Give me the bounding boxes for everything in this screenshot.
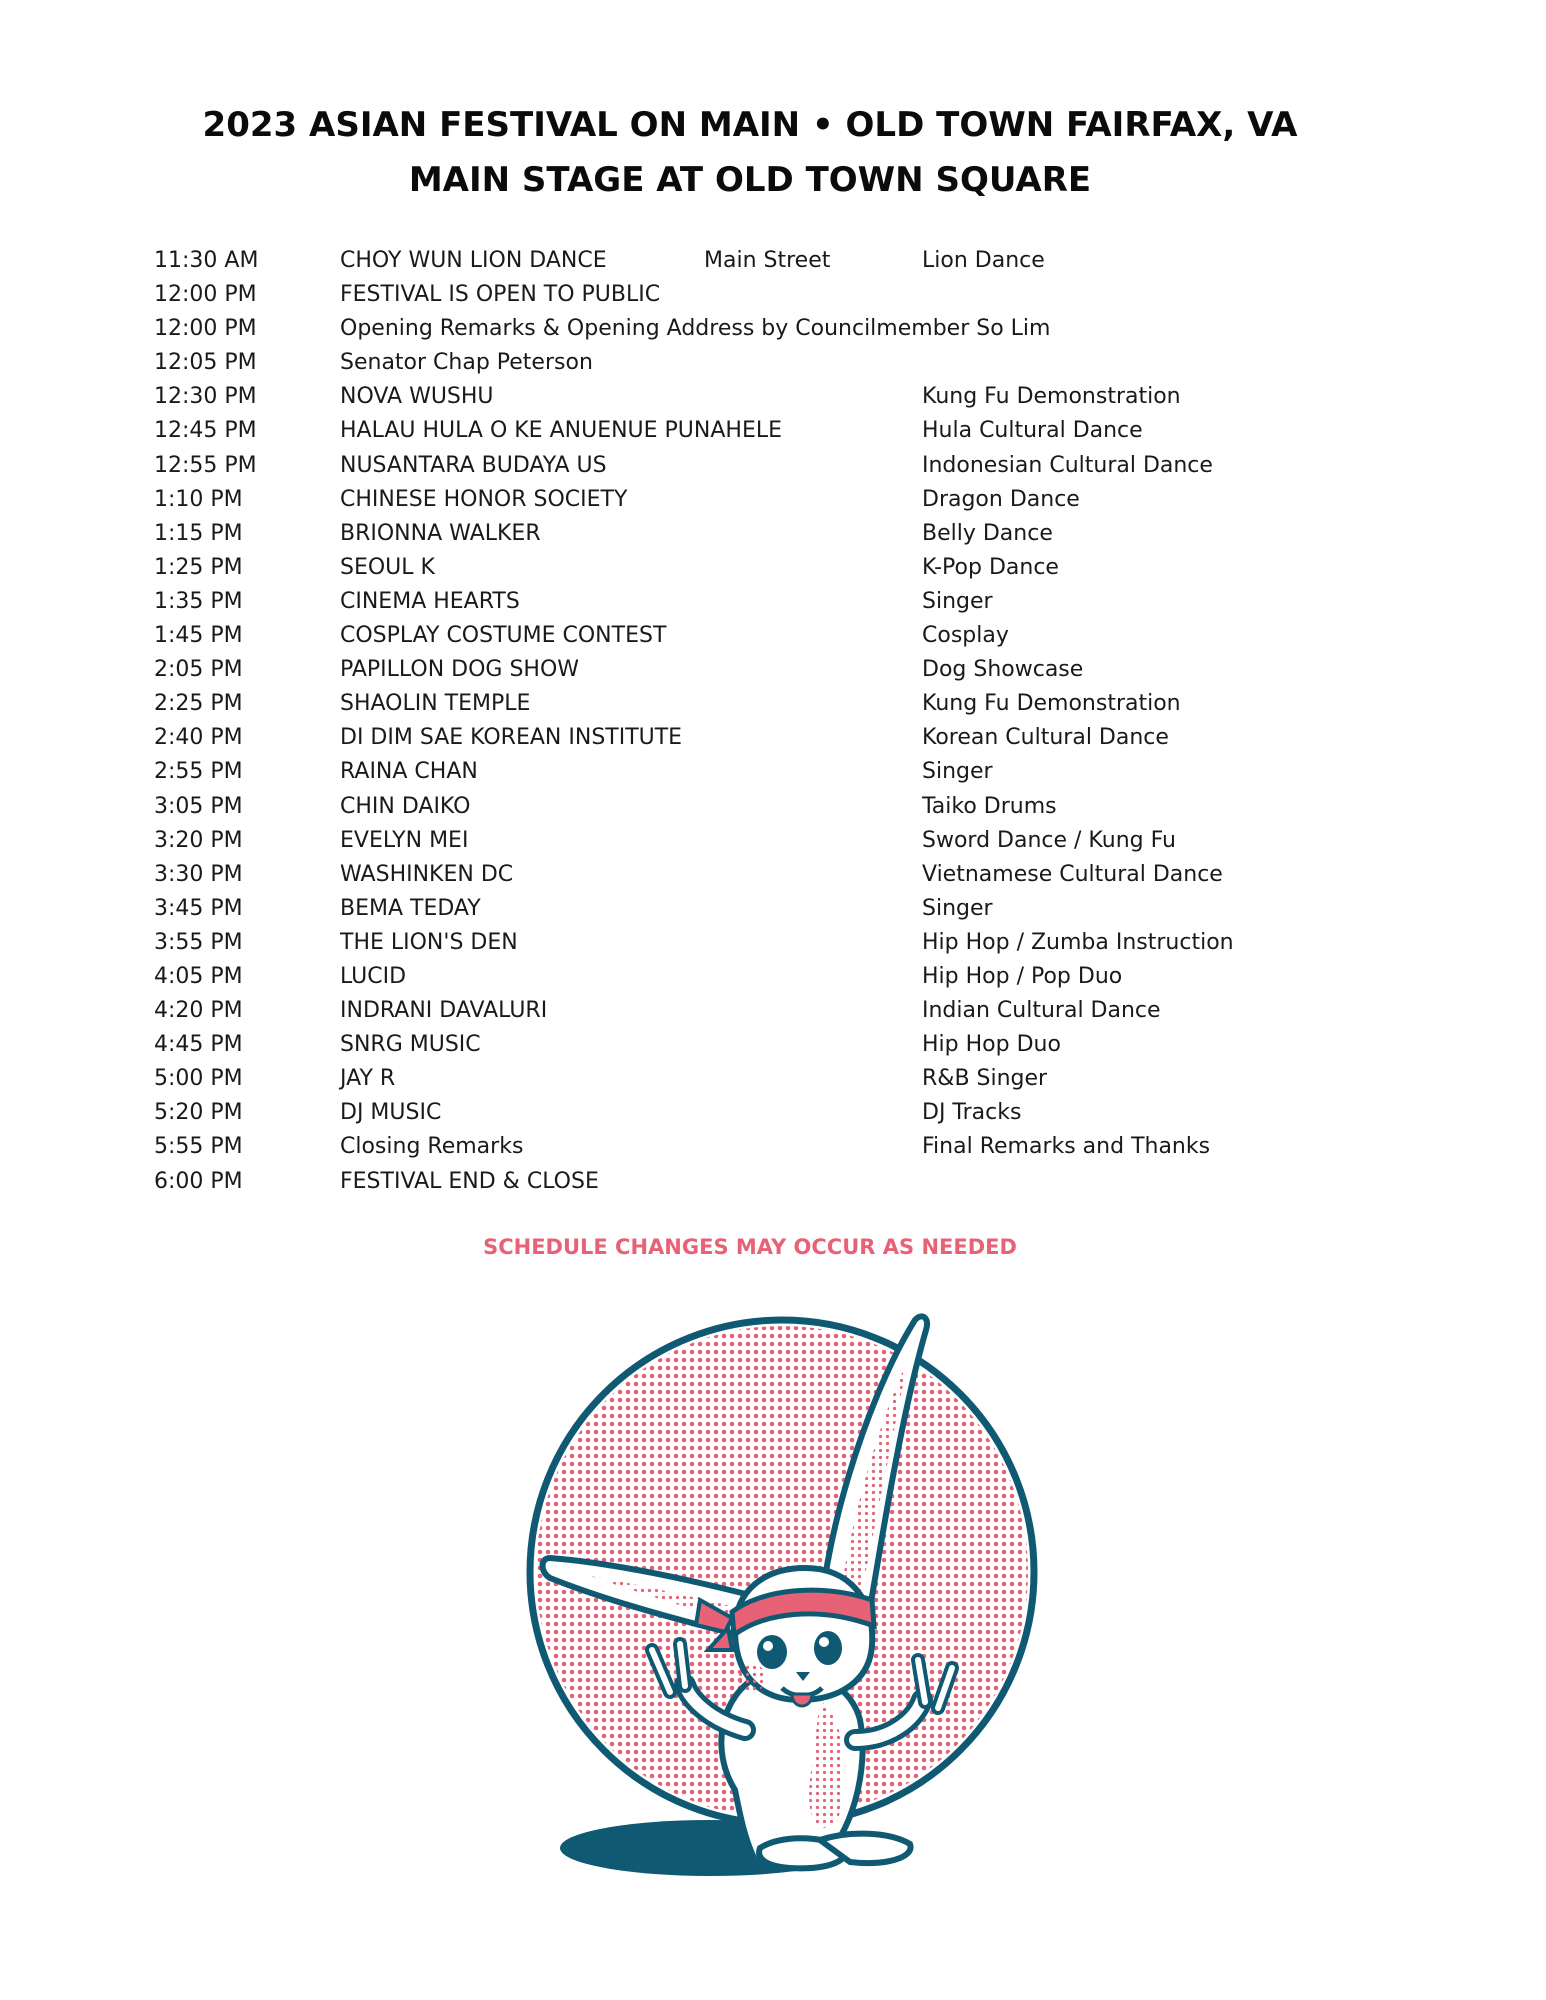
schedule-type: Hula Cultural Dance	[922, 418, 1143, 444]
schedule-time: 5:00 PM	[154, 1066, 243, 1092]
schedule-notice: SCHEDULE CHANGES MAY OCCUR AS NEEDED	[483, 1235, 1017, 1259]
schedule-row	[0, 1098, 1546, 1132]
schedule-row	[0, 246, 1546, 280]
schedule-row	[0, 1167, 1546, 1201]
schedule-row	[0, 792, 1546, 826]
schedule-type: Singer	[922, 588, 993, 614]
schedule-act: THE LION'S DEN	[340, 929, 518, 955]
schedule-row	[0, 894, 1546, 928]
schedule-type: Dog Showcase	[922, 657, 1084, 683]
schedule-row	[0, 348, 1546, 382]
schedule-act: SNRG MUSIC	[340, 1032, 481, 1058]
schedule-type: R&B Singer	[922, 1066, 1048, 1092]
schedule-row	[0, 655, 1546, 689]
schedule-row	[0, 1030, 1546, 1064]
schedule-time: 1:10 PM	[154, 486, 243, 512]
schedule-act: SEOUL K	[340, 554, 435, 580]
page-subtitle: MAIN STAGE AT OLD TOWN SQUARE	[408, 160, 1092, 200]
schedule-row	[0, 621, 1546, 655]
schedule-act: DJ MUSIC	[340, 1100, 442, 1126]
schedule-type: Kung Fu Demonstration	[922, 691, 1181, 717]
schedule-type: Korean Cultural Dance	[922, 725, 1169, 751]
schedule-act: RAINA CHAN	[340, 759, 478, 785]
schedule-act: Closing Remarks	[340, 1134, 524, 1160]
schedule-act: CHIN DAIKO	[340, 793, 471, 819]
schedule-row	[0, 996, 1546, 1030]
schedule-type: Hip Hop Duo	[922, 1032, 1061, 1058]
schedule-act: BEMA TEDAY	[340, 895, 481, 921]
schedule-act: PAPILLON DOG SHOW	[340, 657, 580, 683]
schedule-type: Sword Dance / Kung Fu	[922, 827, 1176, 853]
schedule-row	[0, 553, 1546, 587]
schedule-act: NUSANTARA BUDAYA US	[340, 452, 607, 478]
schedule-act: EVELYN MEI	[340, 827, 469, 853]
schedule-row	[0, 587, 1546, 621]
schedule-time: 2:40 PM	[154, 725, 243, 751]
schedule-row	[0, 860, 1546, 894]
schedule-time: 6:00 PM	[154, 1168, 243, 1194]
schedule-type: Hip Hop / Pop Duo	[922, 963, 1123, 989]
schedule-location: Main Street	[704, 248, 831, 273]
schedule-time: 4:45 PM	[154, 1032, 243, 1058]
schedule-act: Opening Remarks & Opening Address by Councilmember So Lim	[340, 316, 1051, 342]
schedule-act: LUCID	[340, 963, 407, 989]
schedule-time: 1:25 PM	[154, 554, 243, 580]
schedule-act: CHOY WUN LION DANCE	[340, 248, 607, 273]
schedule-type: Taiko Drums	[922, 793, 1057, 819]
schedule-row	[0, 962, 1546, 996]
schedule-row	[0, 451, 1546, 485]
schedule-time: 3:45 PM	[154, 895, 243, 921]
schedule-time: 12:30 PM	[154, 384, 257, 410]
schedule-act: BRIONNA WALKER	[340, 520, 541, 546]
schedule-time: 4:05 PM	[154, 963, 243, 989]
schedule-row	[0, 382, 1546, 416]
schedule-type: Cosplay	[922, 623, 1009, 649]
schedule-row	[0, 485, 1546, 519]
schedule-table	[0, 246, 1546, 1201]
schedule-time: 2:05 PM	[154, 657, 243, 683]
schedule-type: Final Remarks and Thanks	[922, 1134, 1211, 1160]
schedule-time: 1:15 PM	[154, 520, 243, 546]
schedule-row	[0, 928, 1546, 962]
schedule-act: SHAOLIN TEMPLE	[340, 691, 531, 717]
schedule-row	[0, 1064, 1546, 1098]
rabbit-peace-sign-icon	[520, 1300, 1080, 1900]
schedule-type: Indian Cultural Dance	[922, 998, 1161, 1024]
schedule-type: Singer	[922, 759, 993, 785]
schedule-act: INDRANI DAVALURI	[340, 998, 548, 1024]
schedule-act: DI DIM SAE KOREAN INSTITUTE	[340, 725, 683, 751]
schedule-act: NOVA WUSHU	[340, 384, 494, 410]
schedule-type: Singer	[922, 895, 993, 921]
schedule-row	[0, 416, 1546, 450]
schedule-row	[0, 519, 1546, 553]
schedule-time: 1:35 PM	[154, 588, 243, 614]
schedule-time: 12:45 PM	[154, 418, 257, 444]
schedule-row	[0, 314, 1546, 348]
schedule-act: JAY R	[340, 1066, 396, 1092]
schedule-time: 2:25 PM	[154, 691, 243, 717]
schedule-act: FESTIVAL END & CLOSE	[340, 1168, 599, 1194]
schedule-type: Hip Hop / Zumba Instruction	[922, 929, 1234, 955]
schedule-type: Kung Fu Demonstration	[922, 384, 1181, 410]
schedule-time: 3:05 PM	[154, 793, 243, 819]
schedule-type: Dragon Dance	[922, 486, 1080, 512]
schedule-time: 11:30 AM	[154, 248, 259, 273]
schedule-time: 4:20 PM	[154, 998, 243, 1024]
schedule-time: 5:20 PM	[154, 1100, 243, 1126]
schedule-time: 3:30 PM	[154, 861, 243, 887]
schedule-type: DJ Tracks	[922, 1100, 1022, 1126]
schedule-time: 3:55 PM	[154, 929, 243, 955]
schedule-time: 3:20 PM	[154, 827, 243, 853]
schedule-act: HALAU HULA O KE ANUENUE PUNAHELE	[340, 418, 783, 444]
schedule-time: 5:55 PM	[154, 1134, 243, 1160]
schedule-row	[0, 723, 1546, 757]
schedule-act: Senator Chap Peterson	[340, 350, 593, 376]
schedule-time: 12:05 PM	[154, 350, 257, 376]
schedule-time: 12:55 PM	[154, 452, 257, 478]
schedule-act: FESTIVAL IS OPEN TO PUBLIC	[340, 282, 661, 308]
schedule-row	[0, 1132, 1546, 1166]
schedule-row	[0, 826, 1546, 860]
schedule-type: Belly Dance	[922, 520, 1053, 546]
schedule-type: Vietnamese Cultural Dance	[922, 861, 1223, 887]
schedule-time: 12:00 PM	[154, 316, 257, 342]
schedule-act: COSPLAY COSTUME CONTEST	[340, 623, 667, 649]
schedule-type: Lion Dance	[922, 248, 1045, 273]
schedule-type: K-Pop Dance	[922, 554, 1059, 580]
schedule-time: 2:55 PM	[154, 759, 243, 785]
schedule-type: Indonesian Cultural Dance	[922, 452, 1213, 478]
page-title: 2023 ASIAN FESTIVAL ON MAIN • OLD TOWN FAIRFAX, VA	[202, 105, 1298, 145]
schedule-row	[0, 757, 1546, 791]
schedule-row	[0, 280, 1546, 314]
schedule-act: CHINESE HONOR SOCIETY	[340, 486, 628, 512]
schedule-act: CINEMA HEARTS	[340, 588, 520, 614]
schedule-row	[0, 689, 1546, 723]
schedule-act: WASHINKEN DC	[340, 861, 514, 887]
schedule-time: 12:00 PM	[154, 282, 257, 308]
schedule-time: 1:45 PM	[154, 623, 243, 649]
